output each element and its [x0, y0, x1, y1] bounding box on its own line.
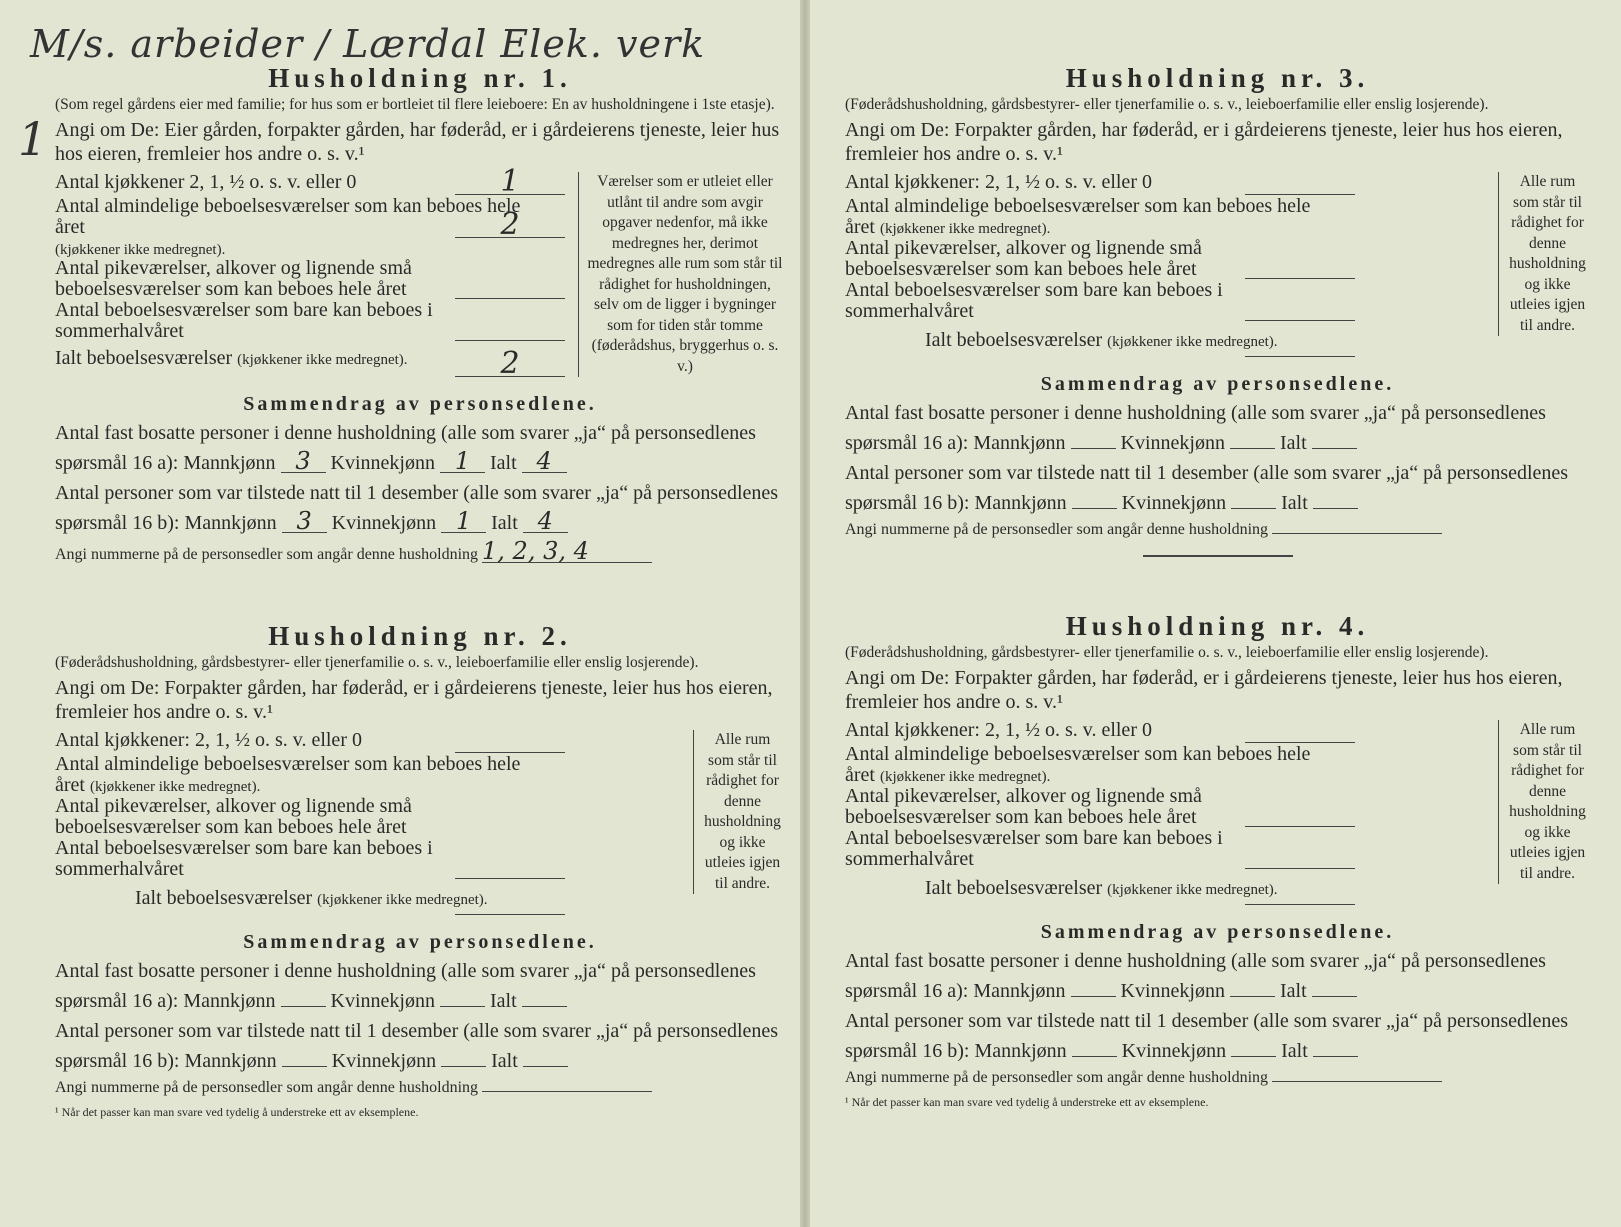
kvinne-label: Kvinnekjønn	[1121, 1040, 1227, 1063]
mann-label: Mannkjønn	[183, 990, 276, 1013]
a-mann-value	[1071, 996, 1116, 997]
q-small: (kjøkkener ikke medregnet).	[317, 892, 488, 909]
side-note: Værelser som er utleiet eller utlånt til andre som avgir opgaver nedenfor, må ikke medregnes her, derimot medregnes alle rum som står til rådighet for husholdningen, selv om de ligger i bygninger som for tiden står tomme (føderådshus, bryggerhus o. s. v.)	[578, 172, 785, 377]
household-title: Husholdning nr. 1.	[268, 63, 572, 93]
household-3	[845, 62, 1590, 557]
ialt-label: Ialt	[491, 512, 518, 535]
angi-question: Angi om De: Forpakter gården, har føderåd, er i gårdeierens tjeneste, leier hus hos eieren, fremleier hos andre o. s. v.¹	[55, 677, 773, 724]
left-page	[0, 0, 800, 1227]
summary-b	[845, 1006, 1590, 1066]
a-ialt-value	[522, 1006, 567, 1007]
kvinne-label: Kvinnekjønn	[330, 452, 435, 475]
answer-ialt	[1245, 903, 1355, 905]
q-label: Ialt beboelsesværelser	[135, 887, 313, 910]
answer-pike	[1245, 277, 1355, 279]
a-kvinne-value	[1230, 996, 1275, 997]
kvinne-label: Kvinnekjønn	[1120, 432, 1225, 455]
q-sommer	[845, 828, 1345, 870]
q-pike	[55, 796, 555, 838]
answer-ialt	[1245, 355, 1355, 357]
mann-label: Mannkjønn	[973, 432, 1066, 455]
q-small: (kjøkkener ikke medregnet).	[879, 221, 1051, 238]
summary-a	[55, 418, 785, 478]
q-alm	[55, 196, 555, 258]
household-1	[55, 62, 785, 564]
b-mann-value	[282, 1066, 327, 1067]
nummer-value: 1, 2, 3, 4	[482, 540, 652, 563]
mann-label: Mannkjønn	[184, 1050, 277, 1073]
q-label: Antal kjøkkener: 2, 1, ½ o. s. v. eller 0	[845, 171, 1152, 194]
q-label: Antal almindelige beboelsesværelser som kan beboes hele året	[55, 195, 521, 239]
ialt-label: Ialt	[1281, 1040, 1308, 1063]
q-small: (kjøkkener ikke medregnet).	[879, 769, 1051, 786]
b-kvinne-value	[441, 1066, 486, 1067]
q-pike	[845, 238, 1345, 280]
a-kvinne-value	[1230, 448, 1275, 449]
b-kvinne-value: 1	[441, 510, 486, 533]
ialt-label: Ialt	[1279, 980, 1307, 1003]
nummer-label: Angi nummerne på de personsedler som angår denne husholdning	[55, 546, 479, 564]
q-label: Antal beboelsesværelser som bare kan beboes i sommerhalvåret	[55, 299, 433, 343]
nummer-label: Angi nummerne på de personsedler som angår denne husholdning	[845, 521, 1269, 539]
side-note: Alle rum som står til rådighet for denne husholdning og ikke utleies igjen til andre.	[693, 730, 785, 894]
b-mann-value	[1072, 1056, 1117, 1057]
q-pike	[845, 786, 1345, 828]
q-label: Antal almindelige beboelsesværelser som kan beboes hele året	[845, 195, 1311, 239]
kvinne-label: Kvinnekjønn	[331, 1050, 437, 1073]
rooms-section	[845, 172, 1590, 358]
summary-label: Antal fast bosatte personer i denne husholdning (alle som svarer „ja“ på personsedlenes spørsmål 16 a):	[55, 422, 756, 475]
summary-label: Antal personer som var tilstede natt til 1 desember (alle som svarer „ja“ på personsedlenes spørsmål 16 b):	[845, 462, 1569, 515]
q-label: Antal beboelsesværelser som bare kan beboes i sommerhalvåret	[845, 827, 1223, 871]
summary-a	[845, 946, 1590, 1006]
q-alm	[55, 754, 555, 796]
answer-ialt: 2	[455, 352, 565, 377]
b-mann-value: 3	[282, 510, 327, 533]
q-label: Antal kjøkkener: 2, 1, ½ o. s. v. eller 0	[845, 719, 1152, 742]
q-small: (kjøkkener ikke medregnet).	[89, 779, 261, 796]
summary-b	[55, 478, 785, 538]
nummer-line	[55, 537, 785, 566]
answer-sommer	[1245, 867, 1355, 869]
summary-label: Antal fast bosatte personer i denne husholdning (alle som svarer „ja“ på personsedlenes spørsmål 16 a):	[845, 402, 1546, 455]
angi-question: Angi om De: Forpakter gården, har føderåd, er i gårdeierens tjeneste, leier hus hos eieren, fremleier hos andre o. s. v.¹	[845, 119, 1563, 166]
summary-title: Sammendrag av personsedlene.	[243, 931, 597, 954]
a-mann-value	[1071, 448, 1116, 449]
q-ialt	[845, 878, 1345, 906]
q-label: Ialt beboelsesværelser	[925, 329, 1103, 352]
q-small: (kjøkkener ikke medregnet).	[55, 242, 226, 259]
b-kvinne-value	[1231, 1056, 1276, 1057]
summary-b	[55, 1016, 785, 1076]
nummer-line	[845, 520, 1590, 539]
answer-alm: 2	[455, 213, 565, 238]
a-mann-value	[281, 1006, 326, 1007]
b-ialt-value	[1313, 508, 1358, 509]
q-sommer	[55, 300, 555, 342]
a-mann-value: 3	[281, 450, 326, 473]
q-label: Antal pikeværelser, alkover og lignende små beboelsesværelser som kan beboes hele året	[845, 237, 1202, 281]
q-sommer	[55, 838, 555, 880]
b-ialt-value	[1313, 1056, 1358, 1057]
page-fold	[800, 0, 810, 1227]
household-note: (Føderådshusholdning, gårdsbestyrer- eller tjenerfamilie o. s. v., leieboerfamilie eller enslig losjerende).	[55, 654, 699, 672]
mann-label: Mannkjønn	[974, 492, 1067, 515]
household-title: Husholdning nr. 4.	[1065, 611, 1370, 641]
answer-ialt	[455, 913, 565, 915]
summary-a	[845, 398, 1590, 458]
q-small: (kjøkkener ikke medregnet).	[1107, 334, 1278, 351]
answer-sommer	[455, 877, 565, 879]
q-label: Antal almindelige beboelsesværelser som kan beboes hele året	[845, 743, 1311, 787]
nummer-value	[1272, 533, 1442, 534]
footnote: ¹ Når det passer kan man svare ved tydelig å understreke ett av eksemplene.	[845, 1095, 1209, 1110]
angi-question: Angi om De: Eier gården, forpakter gården, har føderåd, er i gårdeierens tjeneste, leier hus hos eieren, fremleier hos andre o. s. v.¹	[55, 119, 780, 166]
handwritten-mark: 1	[18, 112, 49, 166]
q-kjokken	[845, 172, 1345, 196]
footnote: ¹ Når det passer kan man svare ved tydelig å understreke ett av eksemplene.	[55, 1105, 419, 1120]
ialt-label: Ialt	[1279, 432, 1307, 455]
q-label: Antal almindelige beboelsesværelser som kan beboes hele året	[55, 753, 521, 797]
nummer-line	[845, 1068, 1590, 1087]
ialt-label: Ialt	[489, 990, 517, 1013]
answer-sommer	[1245, 319, 1355, 321]
mann-label: Mannkjønn	[183, 452, 276, 475]
b-ialt-value: 4	[523, 510, 568, 533]
a-ialt-value	[1312, 448, 1357, 449]
q-alm	[845, 744, 1345, 786]
q-ialt	[55, 346, 555, 382]
b-kvinne-value	[1231, 508, 1276, 509]
b-ialt-value	[523, 1066, 568, 1067]
summary-label: Antal personer som var tilstede natt til 1 desember (alle som svarer „ja“ på personsedlenes spørsmål 16 b):	[55, 1020, 779, 1073]
rooms-section	[55, 164, 785, 382]
q-kjokken	[55, 164, 555, 200]
ialt-label: Ialt	[1281, 492, 1308, 515]
side-note: Alle rum som står til rådighet for denne husholdning og ikke utleies igjen til andre.	[1498, 720, 1590, 884]
summary-title: Sammendrag av personsedlene.	[1040, 921, 1395, 944]
q-label: Antal kjøkkener: 2, 1, ½ o. s. v. eller 0	[55, 729, 362, 752]
q-kjokken	[845, 720, 1345, 744]
ialt-label: Ialt	[491, 1050, 518, 1073]
handwritten-annotation: M/s. arbeider / Lærdal Elek. verk	[30, 22, 706, 66]
separator-line	[1143, 555, 1293, 557]
rooms-section	[845, 720, 1590, 906]
household-4	[845, 610, 1590, 1110]
a-ialt-value: 4	[522, 450, 567, 473]
q-pike	[55, 258, 555, 300]
q-label: Antal pikeværelser, alkover og lignende små beboelsesværelser som kan beboes hele året	[55, 795, 412, 839]
answer-sommer	[455, 339, 565, 341]
nummer-value	[1272, 1081, 1442, 1082]
household-2	[55, 620, 785, 1120]
q-ialt	[55, 888, 555, 916]
summary-label: Antal personer som var tilstede natt til 1 desember (alle som svarer „ja“ på personsedlenes spørsmål 16 b):	[845, 1010, 1569, 1063]
q-label: Ialt beboelsesværelser	[925, 877, 1103, 900]
angi-question: Angi om De: Forpakter gården, har føderåd, er i gårdeierens tjeneste, leier hus hos eieren, fremleier hos andre o. s. v.¹	[845, 667, 1563, 714]
household-note: (Føderådshusholdning, gårdsbestyrer- eller tjenerfamilie o. s. v., leieboerfamilie eller enslig losjerende).	[845, 96, 1489, 114]
a-kvinne-value: 1	[440, 450, 485, 473]
summary-title: Sammendrag av personsedlene.	[1040, 373, 1395, 396]
rooms-section	[55, 730, 785, 916]
q-label: Antal pikeværelser, alkover og lignende små beboelsesværelser som kan beboes hele året	[55, 257, 412, 301]
kvinne-label: Kvinnekjønn	[1121, 492, 1227, 515]
kvinne-label: Kvinnekjønn	[331, 512, 437, 535]
summary-a	[55, 956, 785, 1016]
nummer-label: Angi nummerne på de personsedler som angår denne husholdning	[55, 1079, 479, 1097]
nummer-line	[55, 1078, 785, 1097]
summary-label: Antal fast bosatte personer i denne husholdning (alle som svarer „ja“ på personsedlenes spørsmål 16 a):	[55, 960, 756, 1013]
q-alm	[845, 196, 1345, 238]
q-kjokken	[55, 730, 555, 754]
household-note: (Som regel gårdens eier med familie; for hus som er bortleiet til flere leieboere: En av husholdningene i 1ste etasje).	[55, 96, 775, 114]
summary-label: Antal personer som var tilstede natt til 1 desember (alle som svarer „ja“ på personsedlenes spørsmål 16 b):	[55, 482, 779, 535]
answer-kjokken: 1	[455, 170, 565, 195]
nummer-label: Angi nummerne på de personsedler som angår denne husholdning	[845, 1069, 1269, 1087]
household-title: Husholdning nr. 2.	[268, 621, 572, 651]
summary-label: Antal fast bosatte personer i denne husholdning (alle som svarer „ja“ på personsedlenes spørsmål 16 a):	[845, 950, 1546, 1003]
household-title: Husholdning nr. 3.	[1065, 63, 1370, 93]
household-note: (Føderådshusholdning, gårdsbestyrer- eller tjenerfamilie o. s. v., leieboerfamilie eller enslig losjerende).	[845, 644, 1489, 662]
nummer-value	[482, 1091, 652, 1092]
q-label: Antal beboelsesværelser som bare kan beboes i sommerhalvåret	[845, 279, 1223, 323]
right-page	[810, 0, 1621, 1227]
side-note: Alle rum som står til rådighet for denne husholdning og ikke utleies igjen til andre.	[1498, 172, 1590, 336]
q-label: Antal kjøkkener 2, 1, ½ o. s. v. eller 0	[55, 171, 357, 194]
ialt-label: Ialt	[489, 452, 517, 475]
q-small: (kjøkkener ikke medregnet).	[237, 352, 408, 369]
summary-b	[845, 458, 1590, 518]
q-small: (kjøkkener ikke medregnet).	[1107, 882, 1278, 899]
mann-label: Mannkjønn	[973, 980, 1066, 1003]
mann-label: Mannkjønn	[974, 1040, 1067, 1063]
answer-pike	[455, 297, 565, 299]
q-label: Antal pikeværelser, alkover og lignende små beboelsesværelser som kan beboes hele året	[845, 785, 1202, 829]
q-label: Antal beboelsesværelser som bare kan beboes i sommerhalvåret	[55, 837, 433, 881]
a-ialt-value	[1312, 996, 1357, 997]
kvinne-label: Kvinnekjønn	[1120, 980, 1225, 1003]
q-label: Ialt beboelsesværelser	[55, 347, 233, 370]
q-ialt	[845, 330, 1345, 358]
q-sommer	[845, 280, 1345, 322]
b-mann-value	[1072, 508, 1117, 509]
summary-title: Sammendrag av personsedlene.	[243, 393, 597, 416]
kvinne-label: Kvinnekjønn	[330, 990, 435, 1013]
answer-pike	[1245, 825, 1355, 827]
mann-label: Mannkjønn	[184, 512, 277, 535]
a-kvinne-value	[440, 1006, 485, 1007]
